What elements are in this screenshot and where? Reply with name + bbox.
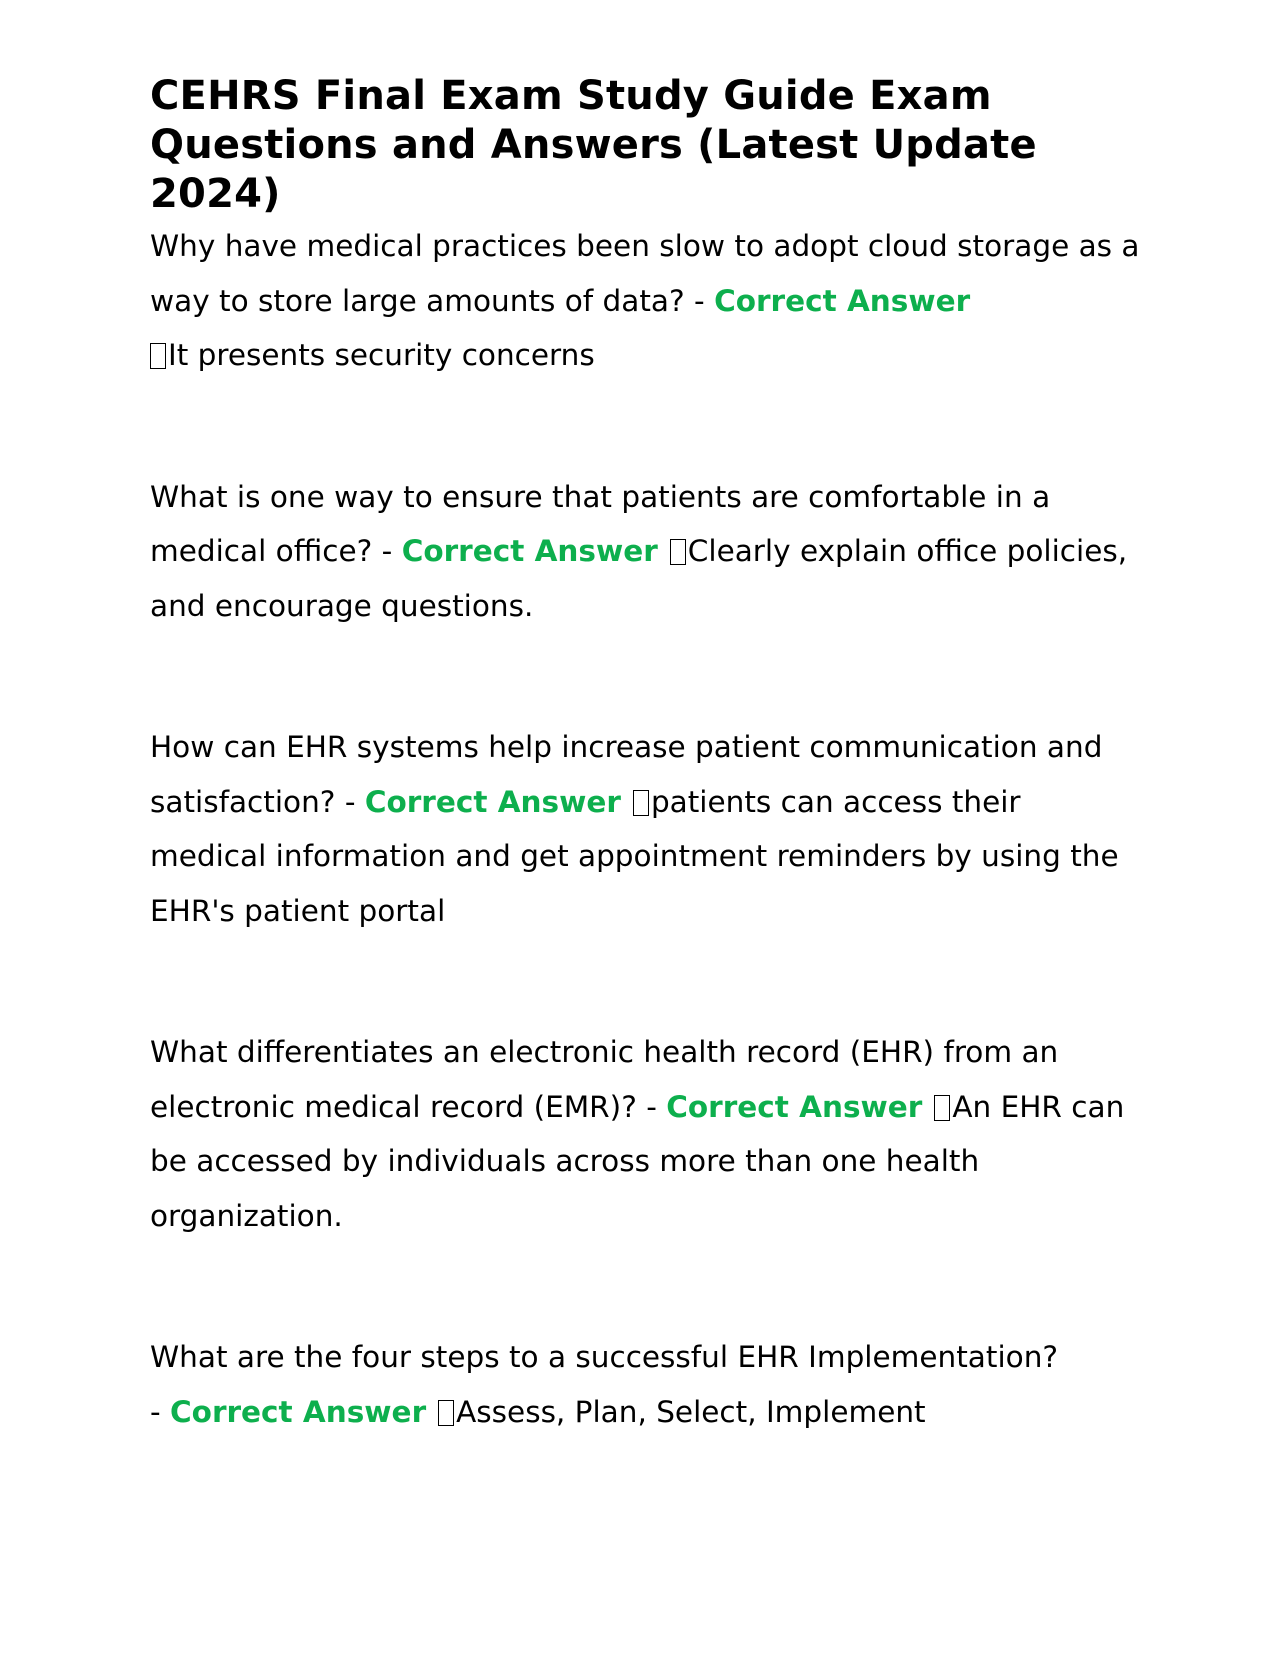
question-text: What are the four steps to a successful EHR Implementation? [150, 1340, 1059, 1374]
qa-item [150, 219, 1140, 383]
document-title: CEHRS Final Exam Study Guide Exam Questions and Answers (Latest Update 2024) [150, 73, 1037, 217]
answer-marker-icon [934, 1095, 950, 1121]
correct-answer-label: Correct Answer [170, 1394, 427, 1429]
answer-text: Clearly explain office policies, and encourage questions. [150, 534, 1128, 623]
answer-marker-icon [633, 790, 649, 816]
answer-text: An EHR can be accessed by individuals across more than one health organization. [150, 1089, 1125, 1233]
answer-text: Assess, Plan, Select, Implement [456, 1394, 926, 1429]
answer-text: patients can access their medical information and get appointment reminders by using the EHR's patient portal [150, 784, 1119, 928]
correct-answer-label: Correct Answer [401, 534, 658, 568]
answer-marker-icon [438, 1400, 454, 1426]
correct-answer-label: Correct Answer [364, 784, 621, 819]
qa-item [150, 470, 1140, 634]
qa-item [150, 1330, 1140, 1439]
correct-answer-label: Correct Answer [666, 1089, 923, 1124]
separator: - [684, 283, 715, 318]
answer-text: It presents security concerns [168, 338, 595, 372]
document-page [150, 72, 1140, 1439]
correct-answer-label: Correct Answer [714, 283, 971, 318]
separator: - [372, 534, 402, 568]
separator: - [335, 784, 365, 819]
separator: - [636, 1089, 667, 1124]
question-text: Why have medical practices been slow to adopt cloud storage as a way to store large amounts of data? [150, 229, 1140, 318]
qa-item [150, 720, 1140, 938]
answer-marker-icon [150, 343, 166, 369]
qa-item [150, 1025, 1140, 1243]
question-text: What differentiates an electronic health record (EHR) from an electronic medical record (EMR)? [150, 1035, 1059, 1124]
separator: - [150, 1394, 171, 1429]
question-text: What is one way to ensure that patients are comfortable in a medical office? [150, 479, 1051, 568]
question-text: How can EHR systems help increase patient communication and satisfaction? [150, 730, 1103, 819]
answer-marker-icon [670, 539, 686, 565]
